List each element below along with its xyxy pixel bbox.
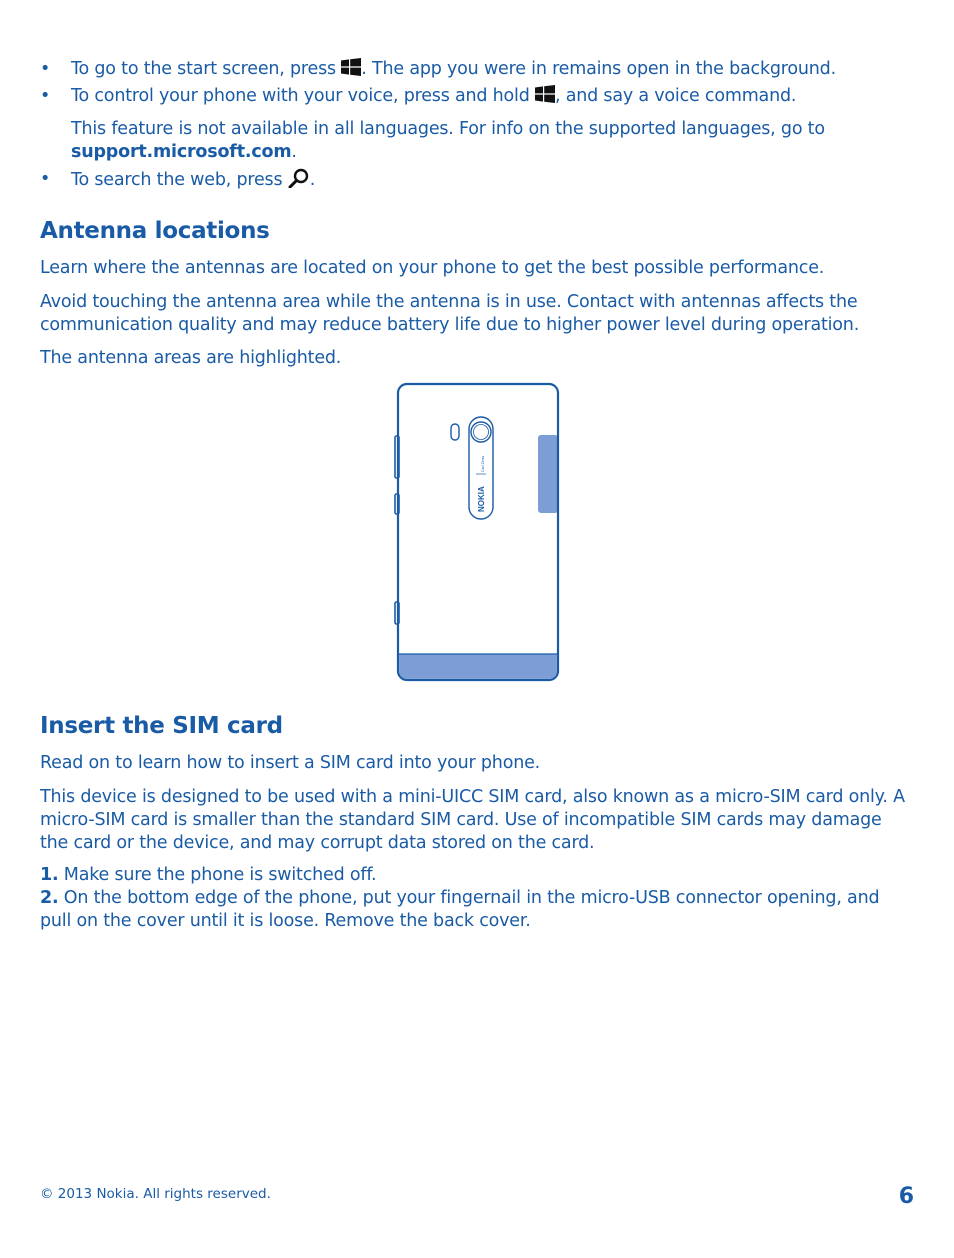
antenna-warning bbox=[40, 291, 920, 337]
camera-lens bbox=[471, 422, 491, 442]
voice-note bbox=[71, 118, 921, 164]
voice-note-end: . bbox=[291, 142, 297, 162]
phone-body bbox=[398, 384, 558, 680]
bullet-dot: • bbox=[40, 169, 51, 189]
lens-label: Carl Zeiss bbox=[481, 455, 485, 472]
bullet-text: , and say a voice command. bbox=[555, 86, 797, 106]
windows-key-icon bbox=[535, 85, 555, 103]
bullet-text: To search the web, press bbox=[71, 170, 288, 190]
step-text: Make sure the phone is switched off. bbox=[58, 865, 377, 885]
step-1 bbox=[40, 864, 920, 887]
bullet-text: To control your phone with your voice, press and hold bbox=[71, 86, 535, 106]
sim-intro: Read on to learn how to insert a SIM card into your phone. bbox=[40, 753, 541, 773]
bullet-dot: • bbox=[40, 59, 51, 79]
brand-label: NOKIA bbox=[477, 486, 486, 512]
phone-back-figure bbox=[390, 380, 566, 684]
sim-description bbox=[40, 786, 930, 855]
bullet-text: . bbox=[309, 170, 316, 190]
antenna-caption: The antenna areas are highlighted. bbox=[40, 348, 342, 368]
sim-heading: Insert the SIM card bbox=[40, 713, 283, 739]
step-number: 1. bbox=[40, 865, 59, 885]
bullet-dot: • bbox=[40, 86, 51, 106]
page-number: 6 bbox=[898, 1184, 914, 1209]
antenna-heading: Antenna locations bbox=[40, 218, 270, 244]
antenna-warning-line: communication quality and may reduce battery life due to higher power level during operation. bbox=[40, 315, 860, 335]
support-link[interactable]: support.microsoft.com bbox=[71, 142, 292, 162]
search-key-icon bbox=[288, 168, 310, 188]
sim-description-line: the card or the device, and may corrupt data stored on the card. bbox=[40, 833, 595, 853]
copyright: © 2013 Nokia. All rights reserved. bbox=[40, 1186, 271, 1202]
step-number: 2. bbox=[40, 888, 59, 908]
bullet-text: . The app you were in remains open in the background. bbox=[361, 59, 836, 79]
windows-key-icon bbox=[341, 58, 361, 76]
voice-note-text: This feature is not available in all languages. For info on the supported languages, go to bbox=[71, 119, 825, 139]
antenna-area-side bbox=[538, 435, 558, 513]
antenna-intro: Learn where the antennas are located on your phone to get the best possible performance. bbox=[40, 258, 825, 278]
step-2 bbox=[40, 887, 920, 910]
sim-description-line: micro-SIM card is smaller than the standard SIM card. Use of incompatible SIM cards may damage bbox=[40, 810, 882, 830]
step-2-continued: pull on the cover until it is loose. Remove the back cover. bbox=[40, 911, 531, 931]
antenna-warning-line: Avoid touching the antenna area while the antenna is in use. Contact with antennas affects the bbox=[40, 292, 858, 312]
sim-steps bbox=[40, 864, 920, 933]
flash bbox=[451, 424, 459, 440]
bullet-text: To go to the start screen, press bbox=[71, 59, 342, 79]
sim-description-line: This device is designed to be used with a mini-UICC SIM card, also known as a micro-SIM card only. A bbox=[40, 787, 905, 807]
step-text: On the bottom edge of the phone, put your fingernail in the micro-USB connector opening, and bbox=[58, 888, 880, 908]
antenna-area-bottom bbox=[399, 654, 557, 679]
